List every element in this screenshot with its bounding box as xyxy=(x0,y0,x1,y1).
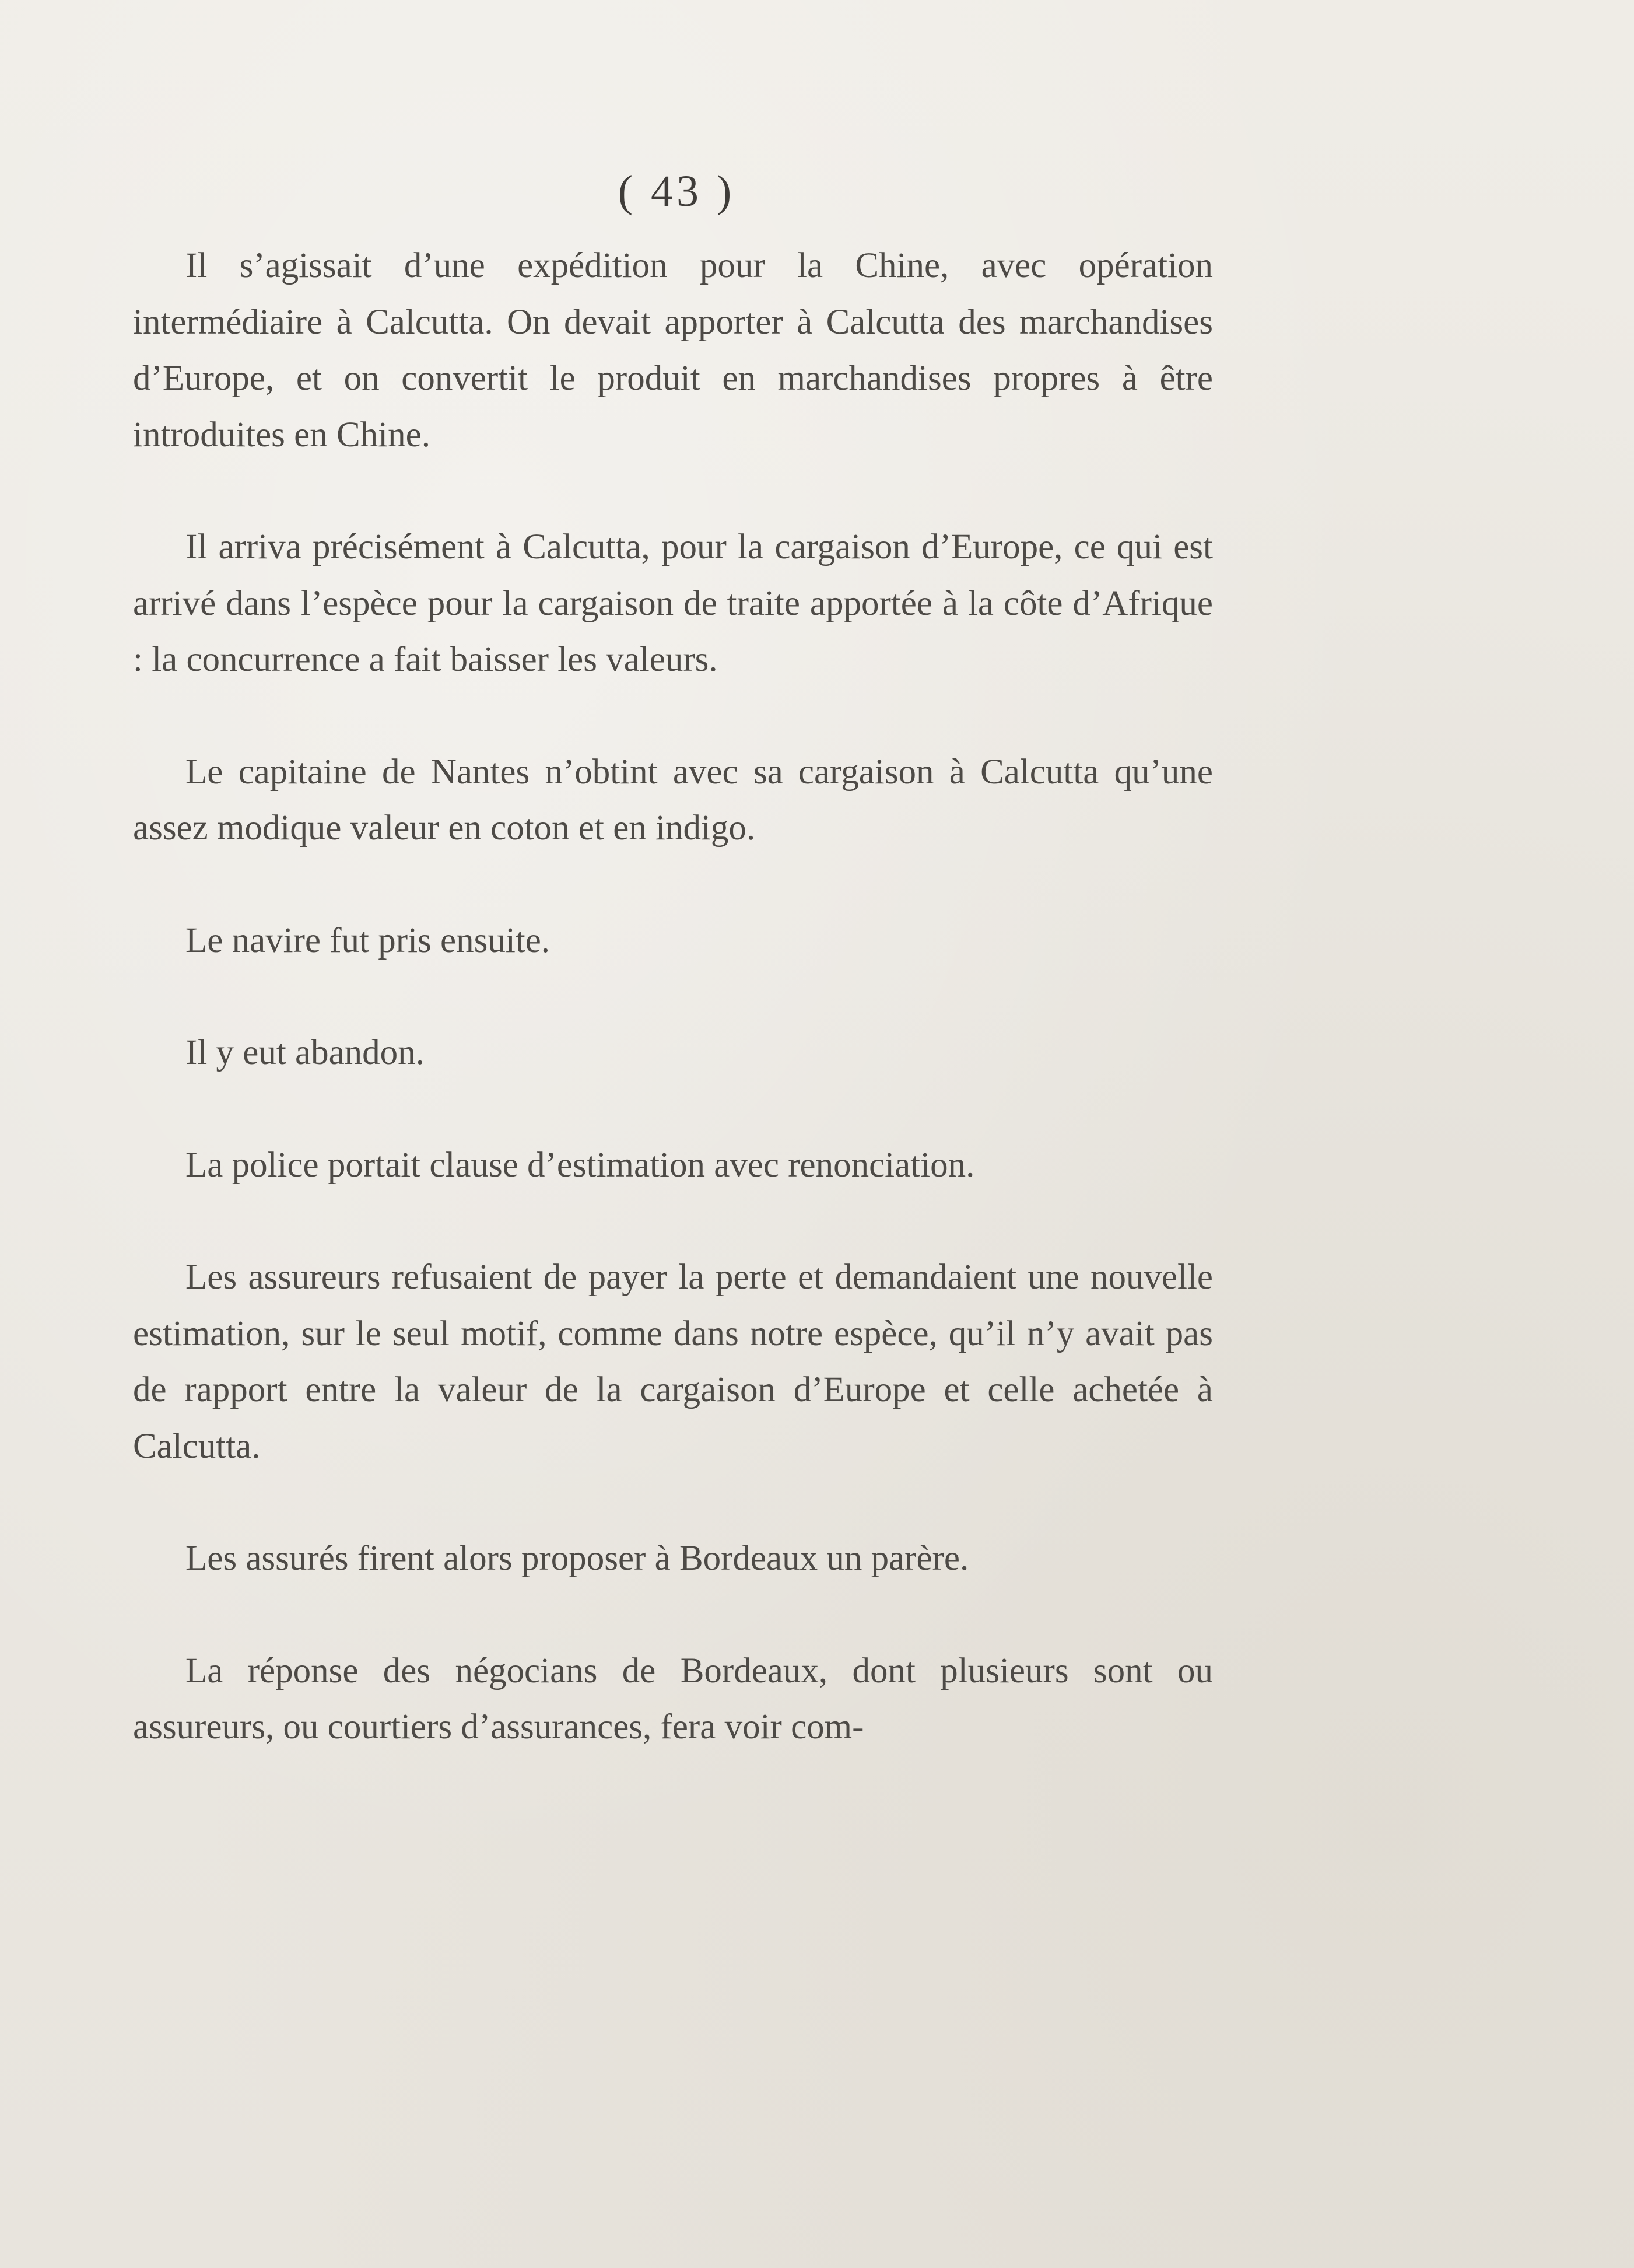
page-number: ( 43 ) xyxy=(618,167,735,216)
paragraph: Il s’agissait d’une expédition pour la Chine, avec opération intermédiaire à Calcutta. On devait apporter à Calcutta des marchandises d’Europe, et on convertit le produit en marchandises propres à être introduites en Chine. xyxy=(133,246,1213,454)
body-text xyxy=(133,238,1213,1756)
paragraph: Les assurés firent alors proposer à Bordeaux un parère. xyxy=(185,1539,969,1578)
paragraph: Il y eut abandon. xyxy=(185,1033,425,1072)
paragraph: Le navire fut pris ensuite. xyxy=(185,921,550,960)
paragraph: Le capitaine de Nantes n’obtint avec sa cargaison à Calcutta qu’une assez modique valeur en coton et en indigo. xyxy=(133,752,1213,848)
paragraph: Les assureurs refusaient de payer la perte et demandaient une nouvelle estimation, sur le seul motif, comme dans notre espèce, qu’il n’y avait pas de rapport entre la valeur de la cargaison d’Europe et celle achetée à Calcutta. xyxy=(133,1258,1213,1466)
paragraph: La réponse des négocians de Bordeaux, dont plusieurs sont ou assureurs, ou courtiers d’assurances, fera voir com- xyxy=(133,1651,1213,1746)
paragraph: Il arriva précisément à Calcutta, pour la cargaison d’Europe, ce qui est arrivé dans l’espèce pour la cargaison de traite apportée à la côte d’Afrique : la concurrence a fait baisser les valeurs. xyxy=(133,527,1213,679)
paragraph: La police portait clause d’estimation avec renonciation. xyxy=(185,1145,975,1185)
